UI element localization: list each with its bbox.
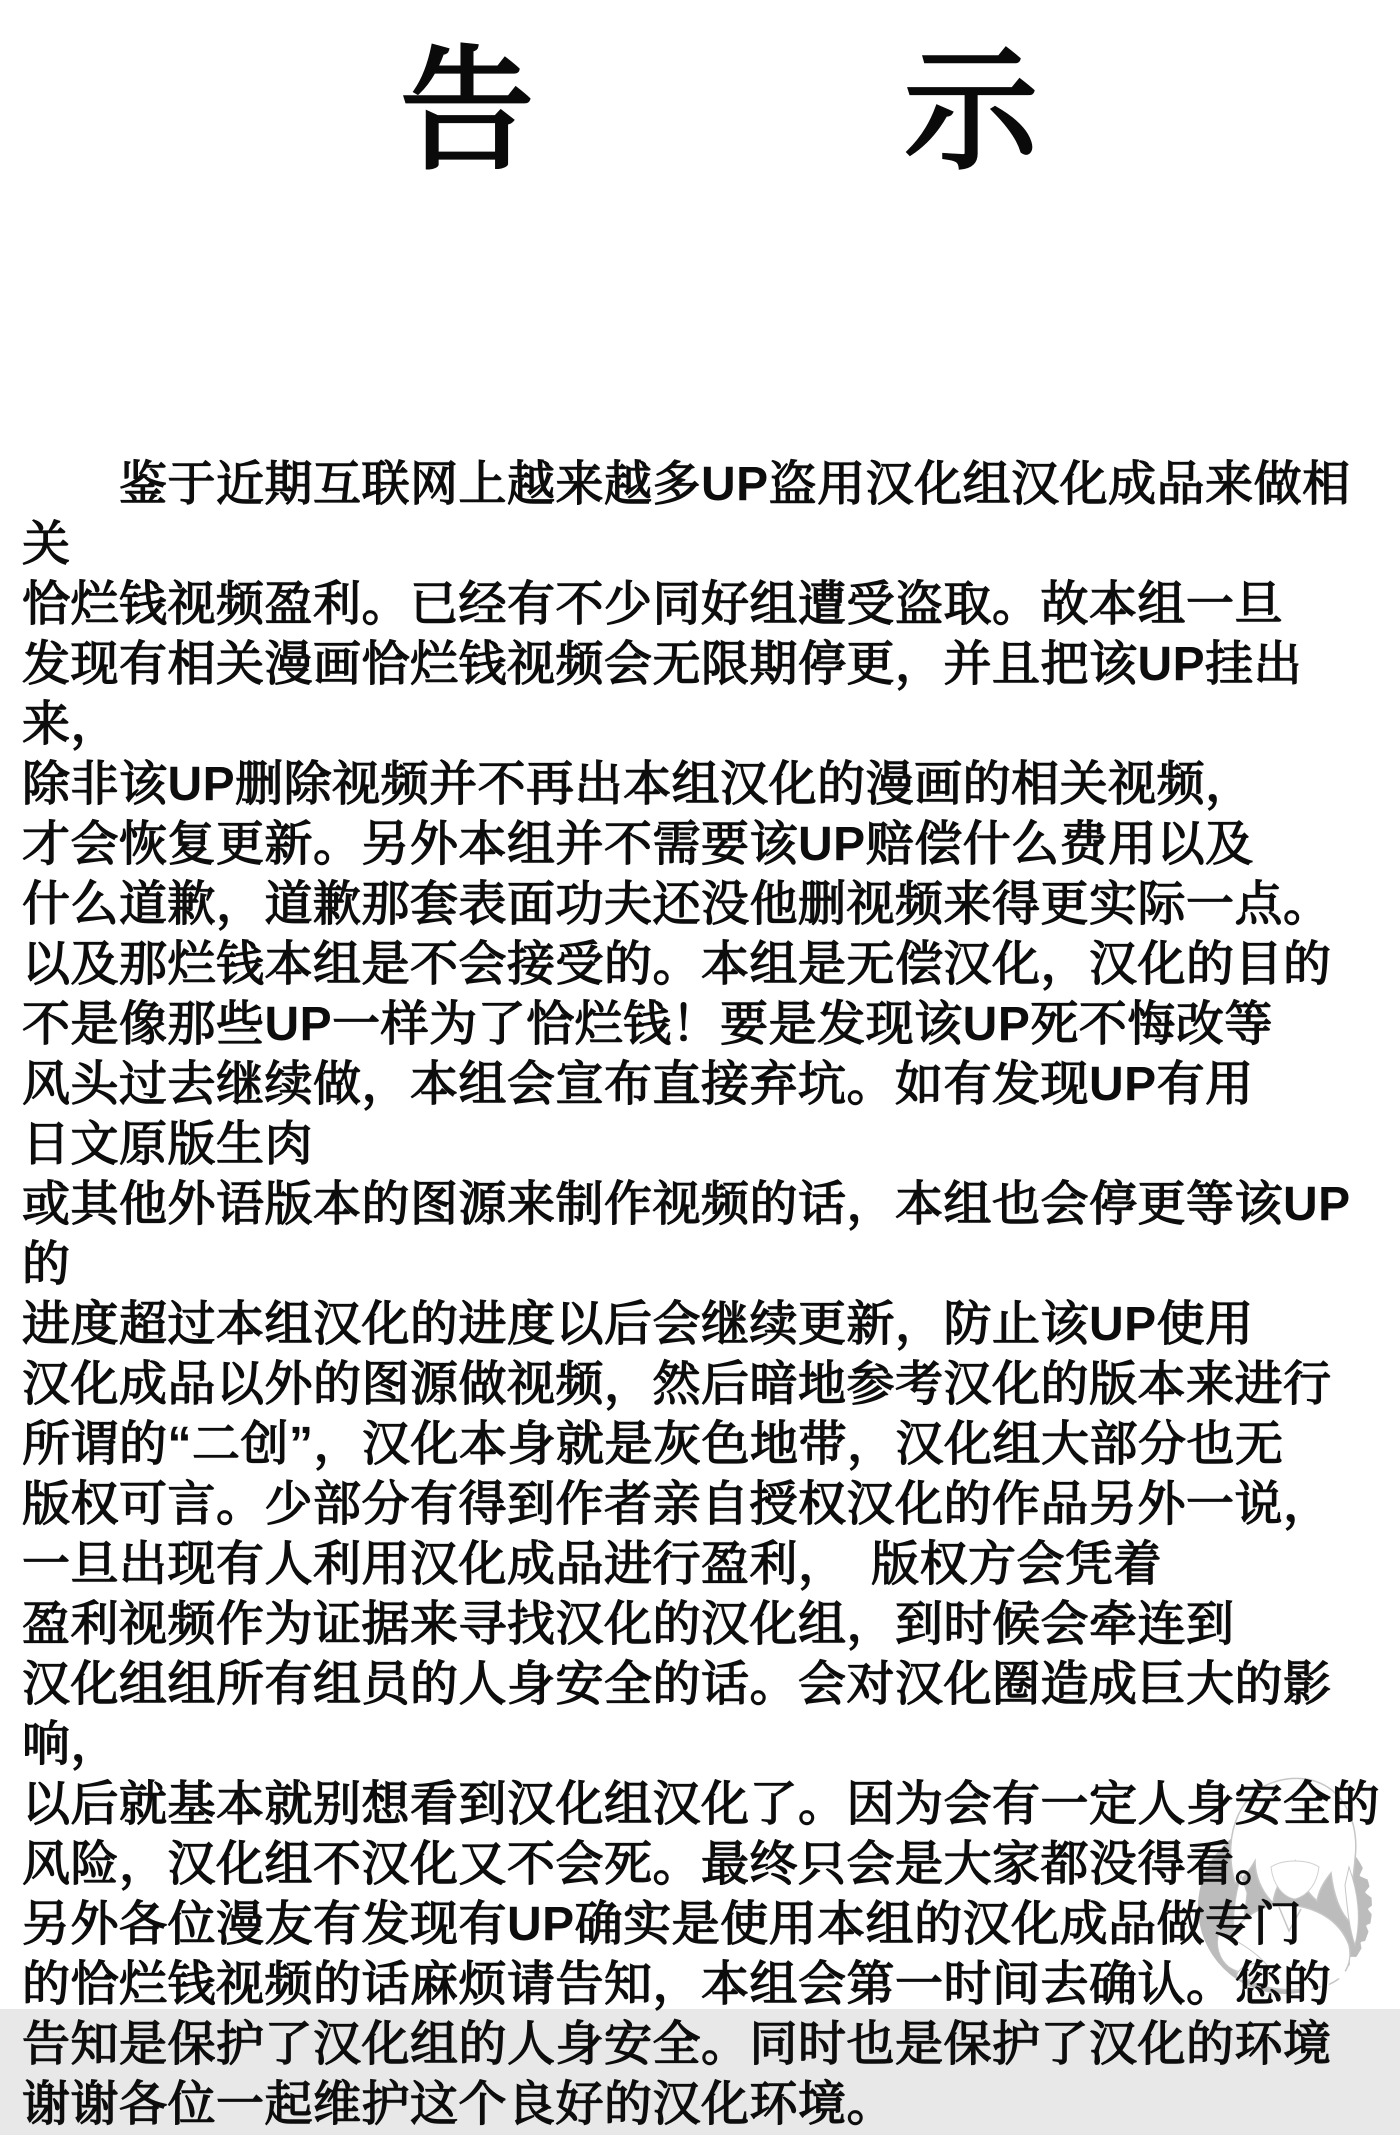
notice-line: 版权可言。少部分有得到作者亲自授权汉化的作品另外一说，	[22, 1478, 1332, 1531]
notice-line: 风险，汉化组不汉化又不会死。最终只会是大家都没得看。	[22, 1838, 1284, 1891]
notice-line: 日文原版生肉	[22, 1118, 314, 1171]
notice-line: 发现有相关漫画恰烂钱视频会无限期停更，并且把该UP挂出来，	[22, 638, 1303, 751]
notice-line: 除非该UP删除视频并不再出本组汉化的漫画的相关视频，	[22, 758, 1254, 811]
notice-line: 谢谢各位一起维护这个良好的汉化环境。	[22, 2078, 896, 2131]
notice-line: 或其他外语版本的图源来制作视频的话，本组也会停更等该UP的	[22, 1178, 1351, 1291]
page-title	[0, 38, 1400, 185]
notice-line: 恰烂钱视频盈利。已经有不少同好组遭受盗取。故本组一旦	[22, 578, 1284, 631]
notice-body	[22, 455, 1388, 2135]
notice-line: 风头过去继续做，本组会宣布直接弃坑。如有发现UP有用	[22, 1058, 1254, 1111]
notice-line: 盈利视频作为证据来寻找汉化的汉化组，到时候会牵连到	[22, 1598, 1235, 1651]
notice-line: 汉化成品以外的图源做视频，然后暗地参考汉化的版本来进行	[22, 1358, 1332, 1411]
notice-line: 什么道歉，道歉那套表面功夫还没他删视频来得更实际一点。	[22, 878, 1332, 931]
page-title-char-left: 告	[399, 37, 536, 186]
notice-line: 另外各位漫友有发现有UP确实是使用本组的汉化成品做专门	[22, 1898, 1303, 1951]
notice-line: 一旦出现有人利用汉化成品进行盈利， 版权方会凭着	[22, 1538, 1163, 1591]
notice-line: 不是像那些UP一样为了恰烂钱！要是发现该UP死不悔改等	[22, 998, 1273, 1051]
notice-line: 以及那烂钱本组是不会接受的。本组是无偿汉化，汉化的目的	[22, 938, 1332, 991]
notice-line: 汉化组组所有组员的人身安全的话。会对汉化圈造成巨大的影响，	[22, 1658, 1332, 1771]
notice-line: 所谓的“二创”，汉化本身就是灰色地带，汉化组大部分也无	[22, 1418, 1284, 1471]
notice-line: 的恰烂钱视频的话麻烦请告知，本组会第一时间去确认。您的	[22, 1958, 1332, 2011]
notice-line: 才会恢复更新。另外本组并不需要该UP赔偿什么费用以及	[22, 818, 1254, 871]
notice-line: 鉴于近期互联网上越来越多UP盗用汉化组汉化成品来做相关	[22, 458, 1351, 571]
notice-line: 以后就基本就别想看到汉化组汉化了。因为会有一定人身安全的	[22, 1778, 1381, 1831]
notice-line: 进度超过本组汉化的进度以后会继续更新，防止该UP使用	[22, 1298, 1254, 1351]
notice-line: 告知是保护了汉化组的人身安全。同时也是保护了汉化的环境	[22, 2018, 1332, 2071]
page-title-char-right: 示	[904, 37, 1041, 186]
